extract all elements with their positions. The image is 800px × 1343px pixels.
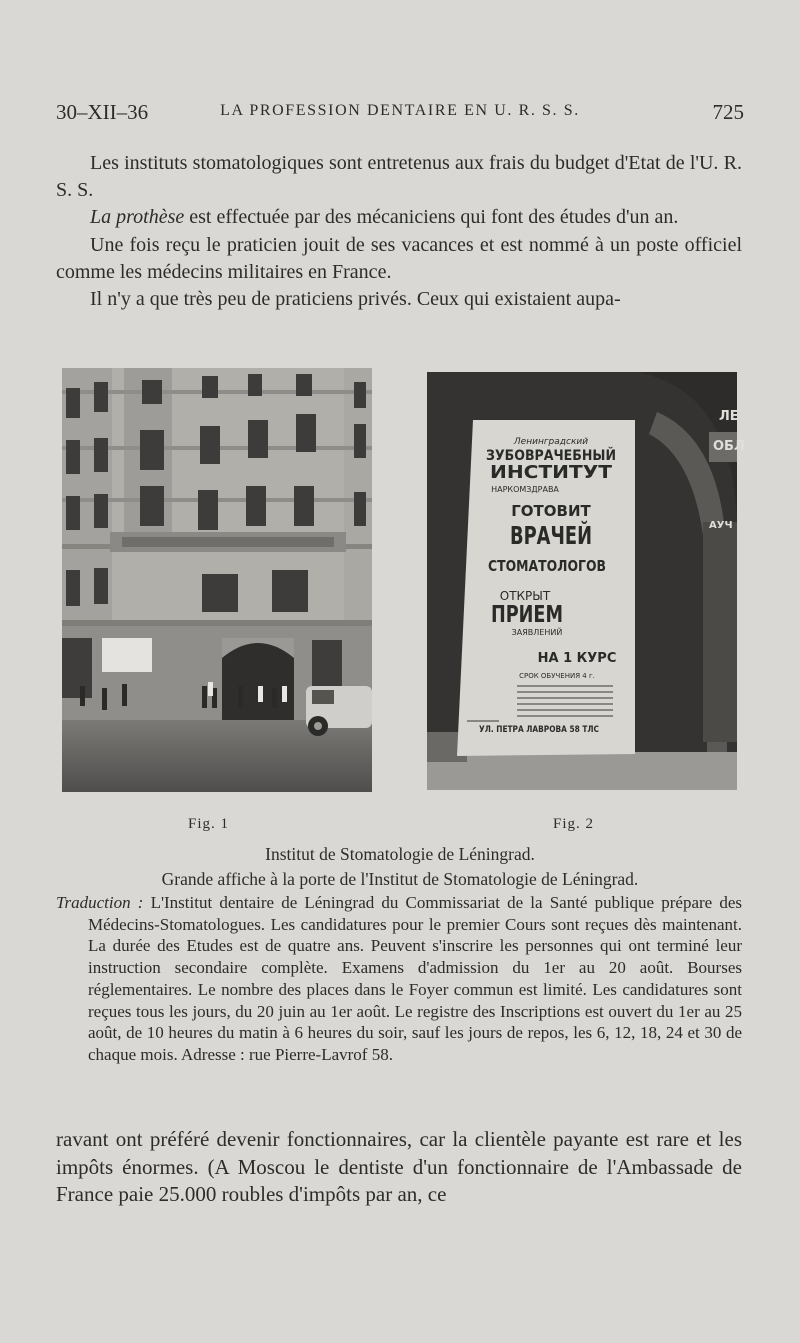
prothese-term: La prothèse: [90, 206, 185, 229]
body-text-top: [56, 150, 742, 313]
poster-photo: [427, 372, 745, 790]
figure-2-poster-photo: [427, 372, 745, 790]
poster-line-1: ЗУБОВРАЧЕБНЫЙ: [486, 448, 631, 464]
poster-line-5: ВРАЧЕЙ: [510, 521, 592, 550]
paragraph-vacances: Une fois reçu le praticien jouit de ses vacances et est nommé à un poste officiel comme les médecins militaires en France.: [56, 233, 742, 283]
poster-line-9: ЗАЯВЛЕНИЙ: [511, 628, 563, 637]
paragraph-budget: Les instituts stomatologiques sont entretenus aux frais du budget d'Etat de l'U. R. S. S.: [56, 152, 742, 202]
poster-line-8: ПРИЕМ: [491, 602, 563, 628]
translation-note: [56, 892, 742, 1066]
header-date: 30–XII–36: [56, 100, 149, 124]
poster-line-10: НА 1 КУРС: [537, 651, 617, 666]
page-number: 725: [712, 100, 744, 124]
poster-line-3: НАРКОМЗДРАВА: [491, 485, 559, 494]
poster-line-11: СРОК ОБУЧЕНИЯ 4 г.: [519, 672, 595, 680]
poster-signature: Ленинградский: [513, 437, 589, 447]
side-sign-1: ЛЕ: [719, 409, 739, 424]
figure-2-label: Fig. 2: [553, 816, 595, 832]
header-title: LA PROFESSION DENTAIRE EN U. R. S. S.: [220, 102, 580, 119]
building-photo: [62, 368, 372, 792]
running-header: [56, 100, 744, 130]
translation-label: Traduction :: [56, 893, 144, 912]
figure-1-building-photo: [62, 368, 372, 792]
poster-line-2: ИНСТИТУТ: [490, 462, 613, 483]
prothese-text: est effectuée par des mécaniciens qui font des études d'un an.: [184, 206, 679, 229]
poster-line-4: ГОТОВИТ: [511, 502, 591, 520]
figure-1-label: Fig. 1: [188, 816, 230, 832]
caption-figure-2: Grande affiche à la porte de l'Institut de Stomatologie de Léningrad.: [161, 869, 639, 889]
poster-line-7: ОТКРЫТ: [499, 589, 551, 603]
body-text-bottom: ravant ont préféré devenir fonctionnaires, car la clientèle payante est rare et les impôts énormes. (A Moscou le dentiste d'un fonctionnaire de l'Ambassade de France paie 25.000 roubles d'impôts par an, ce: [56, 1127, 742, 1206]
paragraph-prothese: [56, 204, 742, 231]
caption-figure-1: Institut de Stomatologie de Léningrad.: [265, 844, 535, 864]
translation-text: L'Institut dentaire de Léningrad du Commissariat de la Santé publique prépare des Médecins-Stomatologues. Les candidatures pour le premier Cours sont reçues dès maintenant. La durée des Etudes est de quatre ans. Peuvent s'inscrire les personnes qui ont terminé leur instruction secondaire complète. Examens d'admission du 1er au 20 août. Bourses réglementaires. Le nombre des places dans le Foyer commun est limité. Les candidatures sont reçues tous les jours, du 20 juin au 1er août. Le registre des Inscriptions est ouvert du 1er au 25 août, de 10 heures du matin à 6 heures du soir, sauf les jours de repos, les 6, 12, 18, 24 et 30 de chaque mois. Adresse : rue Pierre-Lavrof 58.: [88, 893, 742, 1064]
paragraph-prives: Il n'y a que très peu de praticiens privés. Ceux qui existaient aupa-: [90, 288, 621, 311]
poster-address: УЛ. ПЕТРА ЛАВРОВА 58 ТЛС: [479, 725, 600, 735]
poster-line-6: СТОМАТОЛОГОВ: [488, 557, 606, 575]
side-sign-2: ОБЛ: [713, 439, 745, 454]
side-sign-3: АУЧ: [709, 520, 733, 531]
